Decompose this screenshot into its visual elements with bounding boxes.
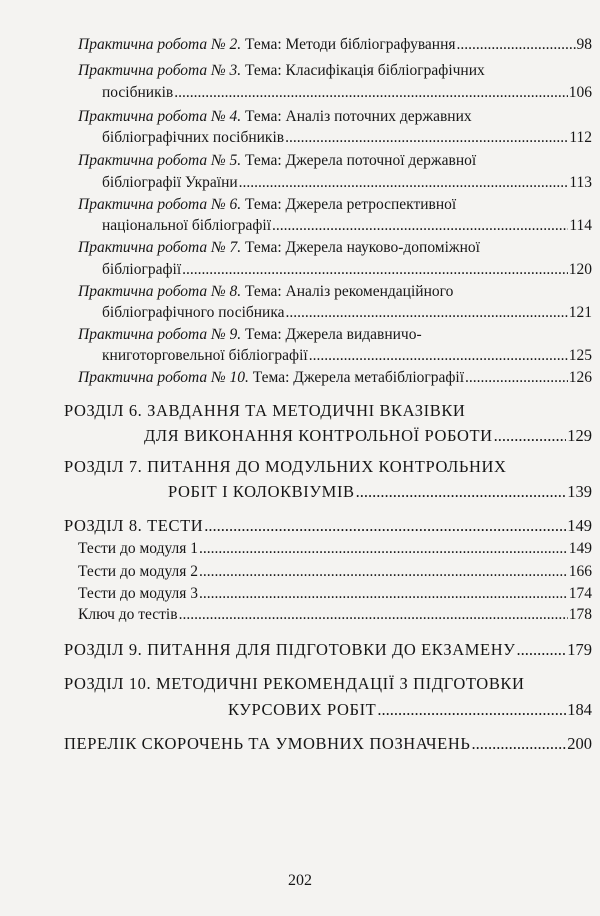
leader-dots	[471, 734, 566, 754]
toc-section-6	[64, 401, 465, 421]
practical-topic-cont: бібліографічного посібника	[102, 304, 285, 321]
toc-entry-practical-3-cont	[102, 84, 592, 102]
section-title-cont: РОБІТ І КОЛОКВІУМІВ	[168, 482, 355, 501]
leader-dots	[494, 426, 567, 446]
page-ref: 114	[569, 217, 592, 234]
toc-entry-practical-3	[78, 62, 485, 80]
leader-dots	[285, 129, 568, 147]
leader-dots	[204, 516, 566, 536]
page-ref: 179	[567, 640, 592, 659]
practical-label: Практична робота № 5.	[78, 152, 242, 169]
toc-entry-practical-6	[78, 196, 456, 214]
practical-topic-cont: бібліографії	[102, 261, 182, 278]
practical-label: Практична робота № 6.	[78, 196, 242, 213]
toc-subentry-tests-2	[78, 563, 592, 581]
leader-dots	[465, 369, 568, 387]
leader-dots	[174, 84, 568, 102]
page-ref: 98	[576, 36, 592, 53]
leader-dots	[239, 174, 569, 192]
toc-section-8	[64, 516, 592, 536]
practical-label: Практична робота № 7.	[78, 239, 242, 256]
toc-section-6-cont	[144, 426, 592, 446]
page-ref: 126	[568, 369, 592, 386]
leader-dots	[356, 482, 567, 502]
leader-dots	[199, 563, 568, 581]
practical-topic-cont: бібліографії України	[102, 174, 238, 191]
leader-dots	[377, 700, 566, 720]
toc-abbreviations	[64, 734, 592, 754]
toc-section-10	[64, 674, 525, 694]
leader-dots	[179, 606, 568, 624]
toc-section-10-cont	[228, 700, 592, 720]
subentry-title: Ключ до тестів	[78, 606, 178, 623]
toc-section-7-cont	[168, 482, 592, 502]
toc-entry-practical-7-cont	[102, 261, 592, 279]
leader-dots	[272, 217, 568, 235]
section-title-cont: ДЛЯ ВИКОНАННЯ КОНТРОЛЬНОЇ РОБОТИ	[144, 426, 493, 445]
practical-topic: Тема: Класифікація бібліографічних	[241, 62, 485, 79]
toc-entry-practical-9-cont	[102, 347, 592, 365]
page-ref: 129	[567, 426, 592, 445]
practical-label: Практична робота № 2.	[78, 36, 242, 53]
page-ref: 178	[568, 606, 592, 623]
page-ref: 125	[568, 347, 592, 364]
toc-section-7	[64, 457, 507, 477]
practical-label: Практична робота № 8.	[78, 283, 242, 300]
toc-entry-practical-8-cont	[102, 304, 592, 322]
leader-dots	[457, 36, 576, 54]
practical-topic: Тема: Аналіз рекомендаційного	[241, 283, 454, 300]
practical-label: Практична робота № 4.	[78, 108, 242, 125]
practical-topic-cont: книготорговельної бібліографії	[102, 347, 308, 364]
toc-entry-practical-7	[78, 239, 480, 257]
toc-entry-practical-9	[78, 326, 422, 344]
toc-subentry-tests-3	[78, 585, 592, 603]
page-ref: 149	[567, 516, 592, 535]
toc-subentry-tests-1	[78, 540, 592, 558]
page-ref: 106	[568, 84, 592, 101]
toc-entry-practical-5-cont	[102, 174, 592, 192]
page-ref: 149	[568, 540, 592, 557]
practical-topic: Тема: Джерела поточної державної	[241, 152, 477, 169]
practical-label: Практична робота № 3.	[78, 62, 242, 79]
practical-topic: Тема: Джерела метабібліографії	[248, 369, 465, 386]
practical-topic: Тема: Джерела видавничо-	[241, 326, 422, 343]
subentry-title: Тести до модуля 1	[78, 540, 199, 557]
toc-entry-practical-4	[78, 108, 472, 126]
toc-entry-practical-8	[78, 283, 453, 301]
subentry-title: Тести до модуля 3	[78, 585, 199, 602]
leader-dots	[182, 261, 568, 279]
page-ref: 174	[568, 585, 592, 602]
toc-subentry-answer-key	[78, 606, 592, 624]
toc-entry-practical-6-cont	[102, 217, 592, 235]
page-number: 202	[288, 872, 312, 889]
page-ref: 113	[569, 174, 592, 191]
section-title: ПЕРЕЛІК СКОРОЧЕНЬ ТА УМОВНИХ ПОЗНАЧЕНЬ	[64, 734, 471, 753]
page-ref: 184	[567, 700, 592, 719]
section-title-cont: КУРСОВИХ РОБІТ	[228, 700, 377, 719]
leader-dots	[199, 540, 568, 558]
page-ref: 120	[568, 261, 592, 278]
section-title: РОЗДІЛ 9. ПИТАННЯ ДЛЯ ПІДГОТОВКИ ДО ЕКЗАМЕНУ	[64, 640, 516, 659]
page-ref: 121	[568, 304, 592, 321]
toc-entry-practical-5	[78, 152, 476, 170]
leader-dots	[517, 640, 567, 660]
toc-entry-practical-4-cont	[102, 129, 592, 147]
practical-label: Практична робота № 9.	[78, 326, 242, 343]
page-ref: 200	[567, 734, 592, 753]
leader-dots	[286, 304, 568, 322]
practical-topic-cont: бібліографічних посібників	[102, 129, 285, 146]
section-title: РОЗДІЛ 8. ТЕСТИ	[64, 516, 204, 535]
leader-dots	[199, 585, 568, 603]
page-ref: 139	[567, 482, 592, 501]
practical-topic: Тема: Методи бібліографування	[241, 36, 456, 53]
subentry-title: Тести до модуля 2	[78, 563, 199, 580]
toc-entry-practical-10	[78, 369, 592, 387]
section-title: РОЗДІЛ 10. МЕТОДИЧНІ РЕКОМЕНДАЦІЇ З ПІДГОТОВКИ	[64, 674, 525, 693]
toc-entry-practical-2	[78, 36, 592, 54]
practical-topic-cont: посібників	[102, 84, 174, 101]
practical-topic: Тема: Джерела ретроспективної	[241, 196, 457, 213]
practical-label: Практична робота № 10.	[78, 369, 249, 386]
toc-section-9	[64, 640, 592, 660]
section-title: РОЗДІЛ 6. ЗАВДАННЯ ТА МЕТОДИЧНІ ВКАЗІВКИ	[64, 401, 466, 420]
practical-topic: Тема: Аналіз поточних державних	[241, 108, 472, 125]
practical-topic-cont: національної бібліографії	[102, 217, 271, 234]
page-ref: 166	[568, 563, 592, 580]
practical-topic: Тема: Джерела науково-допоміжної	[241, 239, 480, 256]
leader-dots	[309, 347, 568, 365]
page-ref: 112	[569, 129, 592, 146]
section-title: РОЗДІЛ 7. ПИТАННЯ ДО МОДУЛЬНИХ КОНТРОЛЬНИХ	[64, 457, 507, 476]
